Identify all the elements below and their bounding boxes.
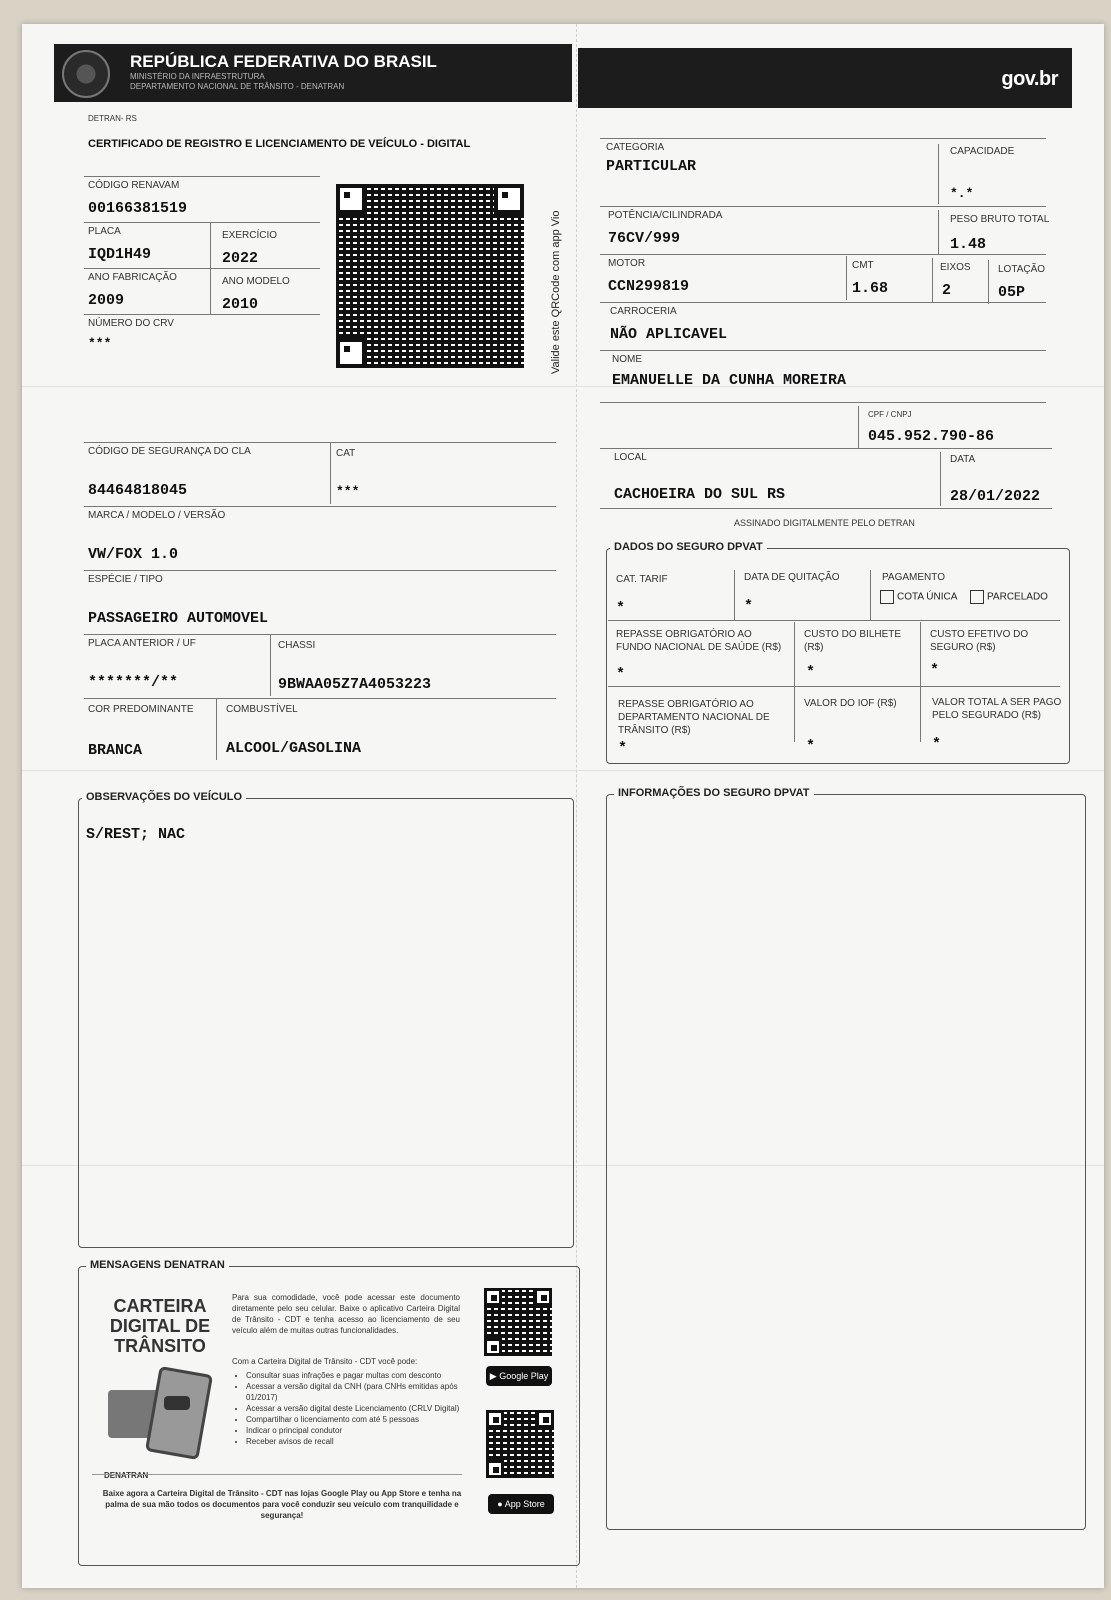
codigo-seguranca-value: 84464818045 — [88, 482, 188, 499]
pagamento-parcelado[interactable] — [970, 590, 1048, 604]
numero-crv-value: *** — [88, 336, 112, 351]
informacoes-dpvat-box — [606, 794, 1086, 1530]
chassi-value: 9BWAA05Z7A4053223 — [278, 676, 432, 693]
numero-crv-label: NÚMERO DO CRV — [88, 318, 174, 329]
ano-fabricacao-label: ANO FABRICAÇÃO — [88, 272, 177, 283]
list-item: • Indicar o principal condutor — [246, 1425, 474, 1436]
observacoes-box — [78, 798, 574, 1248]
cdt-logo-line-1: CARTEIRA — [113, 1296, 207, 1316]
header-banner-right — [578, 48, 1072, 108]
potencia-label: POTÊNCIA/CILINDRADA — [608, 210, 723, 221]
repasse-fns-value: * — [616, 666, 626, 683]
observacoes-title: OBSERVAÇÕES DO VEÍCULO — [82, 791, 246, 803]
motor-label: MOTOR — [608, 258, 646, 269]
custo-efetivo-label: CUSTO EFETIVO DO SEGURO (R$) — [930, 629, 1029, 653]
valor-iof-value: * — [806, 738, 816, 755]
app-store-label: App Store — [504, 1499, 545, 1509]
eixos-label: EIXOS — [940, 262, 971, 273]
ano-modelo-label: ANO MODELO — [222, 276, 290, 287]
validation-qr-code[interactable] — [336, 184, 524, 368]
exercicio-value: 2022 — [222, 250, 259, 267]
app-store-button[interactable] — [488, 1494, 554, 1514]
nome-value: EMANUELLE DA CUNHA MOREIRA — [612, 372, 847, 389]
mensagens-title: MENSAGENS DENATRAN — [86, 1259, 229, 1271]
placa-value: IQD1H49 — [88, 246, 152, 263]
custo-bilhete-label: CUSTO DO BILHETE (R$) — [804, 629, 902, 653]
document-title: CERTIFICADO DE REGISTRO E LICENCIAMENTO DE VEÍCULO - DIGITAL — [88, 138, 471, 150]
carroceria-value: NÃO APLICAVEL — [610, 326, 728, 343]
placa-anterior-value: *******/** — [88, 674, 179, 691]
dpvat-title: DADOS DO SEGURO DPVAT — [610, 541, 767, 553]
carroceria-label: CARROCERIA — [610, 306, 677, 317]
marca-value: VW/FOX 1.0 — [88, 546, 179, 563]
pagamento-cota-unica[interactable] — [880, 590, 957, 604]
exercicio-label: EXERCÍCIO — [222, 230, 278, 241]
govbr-logo: gov.br — [1001, 68, 1058, 90]
repasse-fns-label: REPASSE OBRIGATÓRIO AO FUNDO NACIONAL DE SAÚDE (R$) — [616, 629, 782, 653]
renavam-value: 00166381519 — [88, 200, 188, 217]
peso-label: PESO BRUTO TOTAL — [950, 214, 1050, 225]
eixos-value: 2 — [942, 282, 952, 299]
app-store-qr-code[interactable] — [486, 1410, 554, 1478]
checkbox-icon — [970, 590, 984, 604]
capacidade-label: CAPACIDADE — [950, 146, 1015, 157]
cor-value: BRANCA — [88, 742, 143, 759]
cpf-value: 045.952.790-86 — [868, 428, 995, 445]
cat-tarif-value: * — [616, 600, 626, 617]
combustivel-value: ALCOOL/GASOLINA — [226, 740, 362, 757]
chassi-label: CHASSI — [278, 640, 316, 651]
informacoes-dpvat-title: INFORMAÇÕES DO SEGURO DPVAT — [614, 787, 814, 799]
checkbox-icon — [880, 590, 894, 604]
pagamento-label: PAGAMENTO — [882, 572, 945, 583]
data-label: DATA — [950, 454, 976, 465]
ano-modelo-value: 2010 — [222, 296, 259, 313]
mensagens-footer: Baixe agora a Carteira Digital de Trânsito - CDT nas lojas Google Play ou App Store e tenha na palma de sua mão todos os documentos para você conduzir seu veículo com tranquilidade e segurança! — [102, 1489, 462, 1520]
custo-efetivo-value: * — [930, 662, 940, 679]
ano-fabricacao-value: 2009 — [88, 292, 125, 309]
list-item: • Acessar a versão digital da CNH (para CNHs emitidas após 01/2017) — [246, 1381, 474, 1403]
brasil-seal-icon — [62, 50, 110, 98]
header-banner-left — [54, 44, 572, 102]
google-play-qr-code[interactable] — [484, 1288, 552, 1356]
fold-line — [22, 770, 1104, 771]
cor-label: COR PREDOMINANTE — [88, 704, 194, 715]
cat-value: *** — [336, 484, 360, 499]
mensagens-intro-2: Com a Carteira Digital de Trânsito - CDT você pode: — [232, 1357, 418, 1366]
cpf-label: CPF / CNPJ — [868, 410, 912, 419]
categoria-label: CATEGORIA — [606, 142, 665, 153]
especie-label: ESPÉCIE / TIPO — [88, 574, 163, 585]
custo-bilhete-value: * — [806, 664, 816, 681]
list-item: • Consultar suas infrações e pagar multas com desconto — [246, 1370, 474, 1381]
peso-value: 1.48 — [950, 236, 987, 253]
list-item: • Receber avisos de recall — [246, 1436, 474, 1447]
potencia-value: 76CV/999 — [608, 230, 681, 247]
assinado-digitalmente: ASSINADO DIGITALMENTE PELO DETRAN — [734, 518, 915, 528]
issuer: DETRAN- RS — [88, 114, 137, 123]
cdt-logo — [104, 1296, 216, 1356]
parcelado-label: PARCELADO — [987, 591, 1048, 603]
data-value: 28/01/2022 — [950, 488, 1041, 505]
fold-line — [22, 386, 1104, 387]
cat-tarif-label: CAT. TARIF — [616, 574, 668, 585]
observacoes-text: S/REST; NAC — [86, 826, 186, 843]
motor-value: CCN299819 — [608, 278, 690, 295]
capacidade-value: *.* — [950, 186, 974, 201]
list-item: • Acessar a versão digital deste Licenciamento (CRLV Digital) — [246, 1403, 474, 1414]
apple-icon: ● — [497, 1499, 505, 1509]
valor-total-value: * — [932, 736, 942, 753]
mensagens-intro: Para sua comodidade, você pode acessar este documento diretamente pelo seu celular. Baixe o aplicativo Carteira Digital de Trânsito - CDT e tenha acesso ao licenciamento de seu veículo além de muitas outras funcionalidades. — [232, 1293, 460, 1335]
data-quitacao-label: DATA DE QUITAÇÃO — [744, 572, 840, 583]
placa-label: PLACA — [88, 226, 121, 237]
cota-unica-label: COTA ÚNICA — [897, 591, 958, 603]
local-label: LOCAL — [614, 452, 647, 463]
google-play-button[interactable] — [486, 1366, 552, 1386]
especie-value: PASSAGEIRO AUTOMOVEL — [88, 610, 269, 627]
nome-label: NOME — [612, 354, 642, 365]
denatran-label: DENATRAN — [104, 1471, 149, 1480]
repasse-denatran-value: * — [618, 740, 628, 757]
header-subtitle-2: DEPARTAMENTO NACIONAL DE TRÂNSITO - DENATRAN — [130, 82, 345, 91]
google-play-label: Google Play — [499, 1371, 549, 1381]
repasse-denatran-label: REPASSE OBRIGATÓRIO AO DEPARTAMENTO NACIONAL DE TRÂNSITO (R$) — [618, 699, 770, 736]
cat-label: CAT — [336, 448, 356, 459]
cmt-label: CMT — [852, 260, 874, 271]
list-item: • Compartilhar o licenciamento com até 5 pessoas — [246, 1414, 474, 1425]
phone-car-icon — [108, 1370, 216, 1454]
valor-iof-label: VALOR DO IOF (R$) — [804, 698, 897, 709]
data-quitacao-value: * — [744, 598, 754, 615]
cmt-value: 1.68 — [852, 280, 889, 297]
qr-caption: Valide este QRCode com app Vio — [550, 210, 562, 374]
valor-total-label: VALOR TOTAL A SER PAGO PELO SEGURADO (R$) — [932, 697, 1062, 721]
codigo-seguranca-label: CÓDIGO DE SEGURANÇA DO CLA — [88, 446, 251, 457]
local-value: CACHOEIRA DO SUL RS — [614, 486, 786, 503]
cdt-logo-line-2: DIGITAL DE — [109, 1316, 211, 1336]
categoria-value: PARTICULAR — [606, 158, 697, 175]
placa-anterior-label: PLACA ANTERIOR / UF — [88, 638, 196, 649]
lotacao-label: LOTAÇÃO — [998, 264, 1046, 275]
google-play-icon: ▶ — [489, 1371, 500, 1381]
cdt-logo-line-3: TRÂNSITO — [114, 1336, 206, 1356]
marca-label: MARCA / MODELO / VERSÃO — [88, 510, 226, 521]
combustivel-label: COMBUSTÍVEL — [226, 704, 298, 715]
renavam-label: CÓDIGO RENAVAM — [88, 180, 180, 191]
lotacao-value: 05P — [998, 284, 1026, 301]
header-title: REPÚBLICA FEDERATIVA DO BRASIL — [130, 52, 437, 71]
mensagens-bullets — [232, 1370, 474, 1447]
header-subtitle-1: MINISTÉRIO DA INFRAESTRUTURA — [130, 72, 265, 81]
